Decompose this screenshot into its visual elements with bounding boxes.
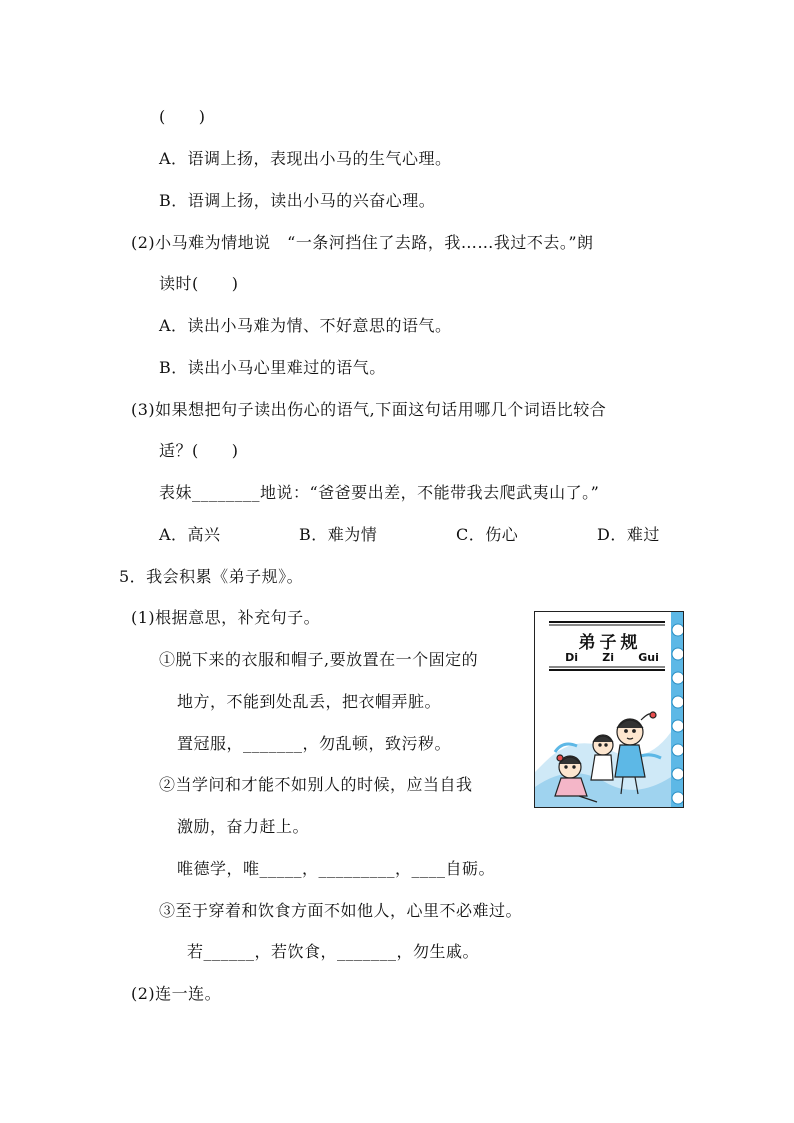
dizigui-illustration: [534, 611, 684, 808]
question-3-sentence: 表妹________地说：“爸爸要出差，不能带我去爬武夷山了。”: [159, 483, 600, 502]
item-3-meaning: ③至于穿着和饮食方面不如他人，心里不必难过。: [159, 901, 523, 920]
item-1-meaning-cont: 地方，不能到处乱丢，把衣帽弄脏。: [177, 692, 442, 711]
subquestion-1-heading: (1)根据意思，补充句子。: [131, 608, 321, 627]
pinyin-gui: Gui: [638, 651, 659, 664]
question-2-option-b: B．读出小马心里难过的语气。: [159, 358, 386, 377]
item-1-meaning: ①脱下来的衣服和帽子,要放置在一个固定的: [159, 650, 479, 669]
item-1-fill-sentence: 置冠服，_______，勿乱顿，致污秽。: [177, 734, 452, 753]
question-2-text: (2)小马难为情地说 “一条河挡住了去路，我……我过不去。”朗: [131, 233, 594, 252]
section-5-heading: 5．我会积累《弟子规》。: [119, 567, 304, 586]
question-3-continued: 适？( ): [159, 441, 239, 460]
pinyin-zi: Zi: [602, 651, 614, 664]
pinyin-di: Di: [565, 651, 579, 664]
option-b-text: B．语调上扬，读出小马的兴奋心理。: [159, 191, 436, 210]
question-2-continued: 读时( ): [159, 274, 239, 293]
choice-d: D．难过: [597, 525, 660, 544]
subquestion-2-heading: (2)连一连。: [131, 984, 222, 1003]
question-2-option-a: A．读出小马难为情、不好意思的语气。: [159, 316, 452, 335]
choice-a: A．高兴: [159, 525, 221, 544]
item-2-meaning-cont: 激励，奋力赶上。: [177, 817, 310, 836]
question-blank-paren: ( ): [159, 107, 206, 126]
card-title: 弟子规: [578, 633, 642, 653]
option-a-text: A．语调上扬，表现出小马的生气心理。: [159, 149, 452, 168]
question-3-text: (3)如果想把句子读出伤心的语气,下面这句话用哪几个词语比较合: [131, 400, 607, 419]
card-pinyin-row: [553, 651, 671, 664]
item-2-fill-sentence: 唯德学，唯_____，_________，____自砺。: [177, 859, 496, 878]
item-3-fill-sentence: 若______，若饮食，_______，勿生戚。: [187, 942, 480, 961]
choice-c: C．伤心: [456, 525, 519, 544]
item-2-meaning: ②当学问和才能不如别人的时候，应当自我: [159, 775, 473, 794]
choice-b: B．难为情: [299, 525, 378, 544]
